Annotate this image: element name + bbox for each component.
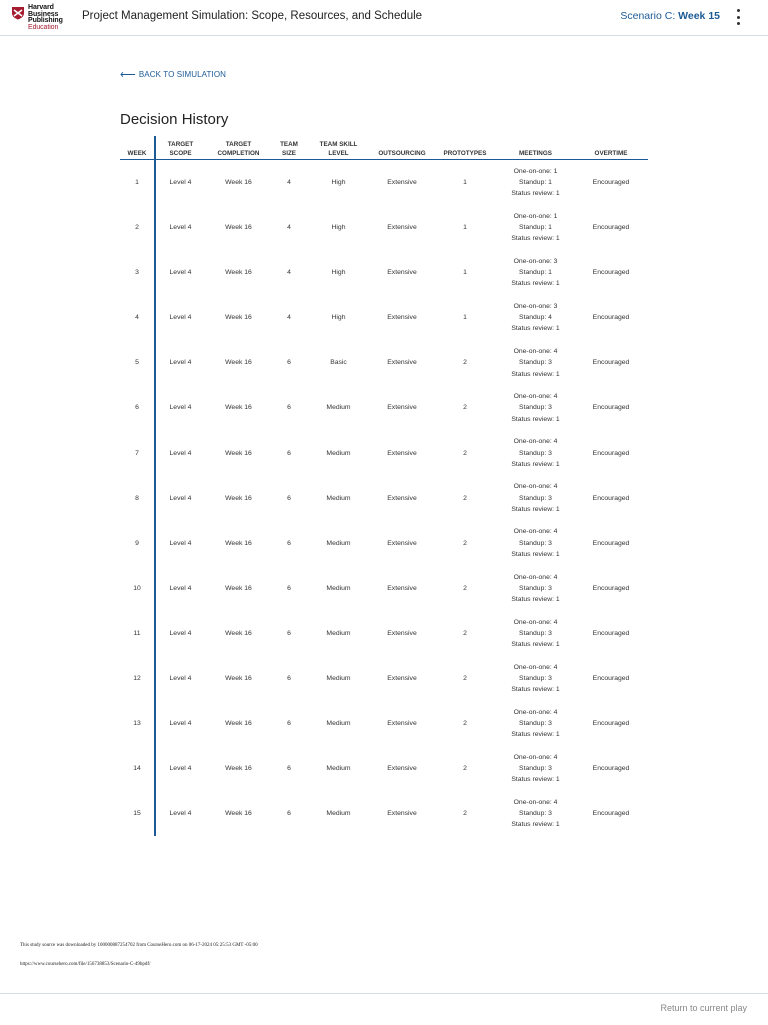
cell-prototypes: 2 [463,404,467,412]
cell-team-size: 6 [287,810,291,818]
table-row [120,521,648,566]
meeting-line: Status review: 1 [511,280,560,288]
cell-prototypes: 2 [463,494,467,502]
cell-meetings [497,250,574,295]
meeting-line: Standup: 1 [519,178,552,186]
cell-team-skill-level: Medium [326,629,351,637]
cell-meetings [497,205,574,250]
cell-prototypes: 1 [463,224,467,232]
table-row [120,701,648,746]
cell-outsourcing: Extensive [387,765,417,773]
cell-meetings [497,611,574,656]
cell-week: 14 [120,746,155,791]
cell-overtime: Encouraged [592,178,630,186]
cell-team-size: 6 [287,765,291,773]
table-row [120,205,648,250]
cell-team-skill-level: Medium [326,765,351,773]
cell-meetings [497,656,574,701]
meeting-line: Status review: 1 [511,731,560,739]
cell-team-skill-level: Medium [326,494,351,502]
kebab-dot [737,16,740,19]
cell-target-scope: Level 4 [169,629,192,637]
meeting-line: Standup: 3 [519,720,552,728]
table-row [120,385,648,430]
cell-meetings [497,746,574,791]
cell-overtime: Encouraged [592,359,630,367]
column-header-team-size [272,136,306,160]
meeting-line: Status review: 1 [511,235,560,243]
cell-week: 10 [120,566,155,611]
column-header-week [120,136,155,160]
cell-week: 13 [120,701,155,746]
meeting-line: One-on-one: 4 [513,483,558,491]
table-row [120,340,648,385]
meeting-line: One-on-one: 3 [513,257,558,265]
cell-overtime: Encouraged [592,539,630,547]
cell-target-scope: Level 4 [169,359,192,367]
meeting-line: Status review: 1 [511,641,560,649]
cell-team-skill-level: Basic [330,359,347,367]
meeting-line: Standup: 3 [519,359,552,367]
meeting-line: One-on-one: 4 [513,753,558,761]
cell-target-completion: Week 16 [225,359,252,367]
kebab-dot [737,22,740,25]
cell-outsourcing: Extensive [387,314,417,322]
meeting-line: Status review: 1 [511,370,560,378]
cell-team-skill-level: Medium [326,810,351,818]
cell-target-scope: Level 4 [169,584,192,592]
meeting-line: Standup: 1 [519,269,552,277]
cell-overtime: Encouraged [592,224,630,232]
return-to-current-play-link[interactable]: Return to current play [660,1003,747,1013]
meeting-line: Standup: 3 [519,584,552,592]
hbp-shield-icon [11,6,25,20]
meeting-line: One-on-one: 4 [513,618,558,626]
decision-history-table [120,136,648,836]
cell-team-skill-level: Medium [326,449,351,457]
cell-prototypes: 2 [463,674,467,682]
column-header-outsourcing [371,136,433,160]
cell-target-completion: Week 16 [225,810,252,818]
table-row [120,656,648,701]
cell-overtime: Encouraged [592,629,630,637]
cell-target-scope: Level 4 [169,314,192,322]
kebab-menu-icon[interactable] [732,9,744,25]
cell-outsourcing: Extensive [387,629,417,637]
column-header-line: COMPLETION [217,150,260,157]
meeting-line: Status review: 1 [511,415,560,423]
cell-team-skill-level: Medium [326,674,351,682]
column-header-prototypes [433,136,497,160]
cell-target-scope: Level 4 [169,269,192,277]
cell-team-size: 6 [287,720,291,728]
source-note: This study source was downloaded by 100000887254702 from CourseHero.com on 06-17-2024 05:25:53 GMT -05:00 [20,943,258,948]
cell-prototypes: 1 [463,314,467,322]
cell-outsourcing: Extensive [387,720,417,728]
column-header-meetings [497,136,574,160]
cell-team-size: 4 [287,269,291,277]
meeting-line: One-on-one: 3 [513,303,558,311]
cell-target-scope: Level 4 [169,224,192,232]
cell-outsourcing: Extensive [387,449,417,457]
table-body [120,160,648,837]
back-to-simulation-link[interactable] [120,70,226,79]
cell-meetings [497,340,574,385]
meeting-line: One-on-one: 4 [513,799,558,807]
cell-week: 4 [120,295,155,340]
cell-prototypes: 1 [463,269,467,277]
cell-overtime: Encouraged [592,720,630,728]
cell-week: 9 [120,521,155,566]
cell-week: 1 [120,160,155,206]
cell-prototypes: 2 [463,810,467,818]
cell-outsourcing: Extensive [387,674,417,682]
cell-outsourcing: Extensive [387,584,417,592]
cell-meetings [497,295,574,340]
column-header-line: SIZE [282,150,296,157]
cell-target-scope: Level 4 [169,674,192,682]
meeting-line: One-on-one: 4 [513,663,558,671]
cell-prototypes: 2 [463,629,467,637]
column-header-target-completion [205,136,272,160]
cell-team-size: 4 [287,314,291,322]
cell-team-size: 6 [287,584,291,592]
cell-team-size: 6 [287,404,291,412]
meeting-line: One-on-one: 1 [513,167,558,175]
cell-team-size: 6 [287,359,291,367]
cell-target-completion: Week 16 [225,494,252,502]
meeting-line: Standup: 3 [519,404,552,412]
table-row [120,791,648,836]
meeting-line: Status review: 1 [511,325,560,333]
cell-target-completion: Week 16 [225,449,252,457]
column-header-line: MEETINGS [519,150,552,157]
page-title: Decision History [120,111,229,128]
cell-team-size: 6 [287,539,291,547]
cell-target-scope: Level 4 [169,720,192,728]
cell-overtime: Encouraged [592,810,630,818]
cell-target-completion: Week 16 [225,224,252,232]
scenario-indicator [620,10,720,22]
cell-target-completion: Week 16 [225,178,252,186]
meeting-line: One-on-one: 1 [513,212,558,220]
cell-outsourcing: Extensive [387,810,417,818]
cell-target-scope: Level 4 [169,494,192,502]
cell-team-skill-level: High [331,314,346,322]
meeting-line: Standup: 3 [519,765,552,773]
top-bar [0,0,768,36]
cell-outsourcing: Extensive [387,539,417,547]
cell-overtime: Encouraged [592,449,630,457]
cell-outsourcing: Extensive [387,404,417,412]
column-header-line: LEVEL [328,150,349,157]
cell-meetings [497,385,574,430]
meeting-line: One-on-one: 4 [513,348,558,356]
back-link-label: BACK TO SIMULATION [138,70,227,79]
cell-meetings [497,521,574,566]
column-header-line: OVERTIME [594,150,628,157]
logo-line-3: Publishing [28,17,63,25]
logo-sub: Education [28,23,59,31]
cell-target-scope: Level 4 [169,765,192,773]
cell-outsourcing: Extensive [387,178,417,186]
meeting-line: One-on-one: 4 [513,393,558,401]
cell-overtime: Encouraged [592,269,630,277]
table-row [120,611,648,656]
cell-overtime: Encouraged [592,314,630,322]
meeting-line: Standup: 3 [519,494,552,502]
cell-overtime: Encouraged [592,674,630,682]
cell-team-size: 6 [287,449,291,457]
logo-line-2: Business [28,10,59,18]
meeting-line: Status review: 1 [511,505,560,513]
cell-team-skill-level: High [331,224,346,232]
cell-target-completion: Week 16 [225,314,252,322]
cell-week: 15 [120,791,155,836]
meeting-line: One-on-one: 4 [513,573,558,581]
cell-target-scope: Level 4 [169,539,192,547]
meeting-line: Standup: 3 [519,539,552,547]
cell-prototypes: 1 [463,178,467,186]
table-row [120,746,648,791]
cell-meetings [497,476,574,521]
meeting-line: Status review: 1 [511,595,560,603]
cell-week: 6 [120,385,155,430]
meeting-line: One-on-one: 4 [513,438,558,446]
cell-meetings [497,160,574,206]
cell-target-completion: Week 16 [225,269,252,277]
cell-meetings [497,566,574,611]
meeting-line: Status review: 1 [511,460,560,468]
column-header-overtime [574,136,648,160]
meeting-line: Standup: 3 [519,810,552,818]
cell-target-completion: Week 16 [225,539,252,547]
logo-line-1: Harvard [28,4,54,11]
cell-target-scope: Level 4 [169,810,192,818]
cell-team-size: 4 [287,224,291,232]
arrow-left-icon: ⟵ [120,68,136,81]
kebab-dot [737,9,740,12]
cell-outsourcing: Extensive [387,224,417,232]
cell-team-skill-level: Medium [326,720,351,728]
meeting-line: One-on-one: 4 [513,528,558,536]
cell-overtime: Encouraged [592,494,630,502]
cell-week: 5 [120,340,155,385]
meeting-line: Standup: 3 [519,629,552,637]
cell-target-scope: Level 4 [169,449,192,457]
column-header-team-skill-level [306,136,371,160]
table-row [120,566,648,611]
cell-outsourcing: Extensive [387,494,417,502]
cell-team-size: 6 [287,494,291,502]
cell-target-scope: Level 4 [169,178,192,186]
cell-target-completion: Week 16 [225,629,252,637]
table-row [120,250,648,295]
cell-outsourcing: Extensive [387,269,417,277]
cell-target-completion: Week 16 [225,674,252,682]
meeting-line: Status review: 1 [511,190,560,198]
table-row [120,160,648,206]
cell-overtime: Encouraged [592,765,630,773]
cell-prototypes: 2 [463,359,467,367]
cell-week: 12 [120,656,155,701]
meeting-line: Standup: 3 [519,449,552,457]
cell-target-completion: Week 16 [225,404,252,412]
cell-meetings [497,431,574,476]
cell-target-completion: Week 16 [225,584,252,592]
column-header-line: TARGET [167,141,194,148]
scenario-label: Scenario C: [620,10,676,22]
cell-team-skill-level: Medium [326,404,351,412]
app-title: Project Management Simulation: Scope, Resources, and Schedule [82,10,423,22]
column-header-target-scope [155,136,205,160]
cell-team-skill-level: Medium [326,539,351,547]
cell-prototypes: 2 [463,720,467,728]
cell-team-size: 4 [287,178,291,186]
column-header-line: SCOPE [169,150,192,157]
cell-week: 2 [120,205,155,250]
table-header-row [120,136,648,160]
table-row [120,295,648,340]
cell-prototypes: 2 [463,449,467,457]
table-row [120,431,648,476]
column-header-line: TEAM [280,141,298,148]
logo-text [28,5,63,31]
table-row [120,476,648,521]
cell-prototypes: 2 [463,765,467,773]
cell-week: 7 [120,431,155,476]
meeting-line: Standup: 1 [519,224,552,232]
meeting-line: Status review: 1 [511,686,560,694]
meeting-line: Standup: 3 [519,674,552,682]
cell-team-size: 6 [287,629,291,637]
cell-meetings [497,701,574,746]
cell-prototypes: 2 [463,584,467,592]
cell-team-skill-level: High [331,269,346,277]
meeting-line: Standup: 4 [519,314,552,322]
hbp-logo[interactable] [11,5,71,31]
source-url: https://www.coursehero.com/file/156738853/Scenario-C-49bpdf/ [20,962,151,967]
cell-team-size: 6 [287,674,291,682]
cell-overtime: Encouraged [592,404,630,412]
cell-meetings [497,791,574,836]
cell-team-skill-level: High [331,178,346,186]
bottom-bar [0,993,768,1025]
column-header-line: WEEK [127,150,147,157]
scenario-week: Week 15 [678,10,720,22]
cell-prototypes: 2 [463,539,467,547]
meeting-line: Status review: 1 [511,776,560,784]
column-header-line: TEAM SKILL [319,141,358,148]
column-header-line: PROTOTYPES [443,150,487,157]
cell-team-skill-level: Medium [326,584,351,592]
cell-target-completion: Week 16 [225,720,252,728]
column-header-line: OUTSOURCING [378,150,426,157]
cell-week: 8 [120,476,155,521]
cell-week: 3 [120,250,155,295]
cell-week: 11 [120,611,155,656]
cell-target-scope: Level 4 [169,404,192,412]
meeting-line: Status review: 1 [511,821,560,829]
meeting-line: One-on-one: 4 [513,708,558,716]
cell-overtime: Encouraged [592,584,630,592]
cell-outsourcing: Extensive [387,359,417,367]
column-header-line: TARGET [225,141,252,148]
cell-target-completion: Week 16 [225,765,252,773]
meeting-line: Status review: 1 [511,550,560,558]
